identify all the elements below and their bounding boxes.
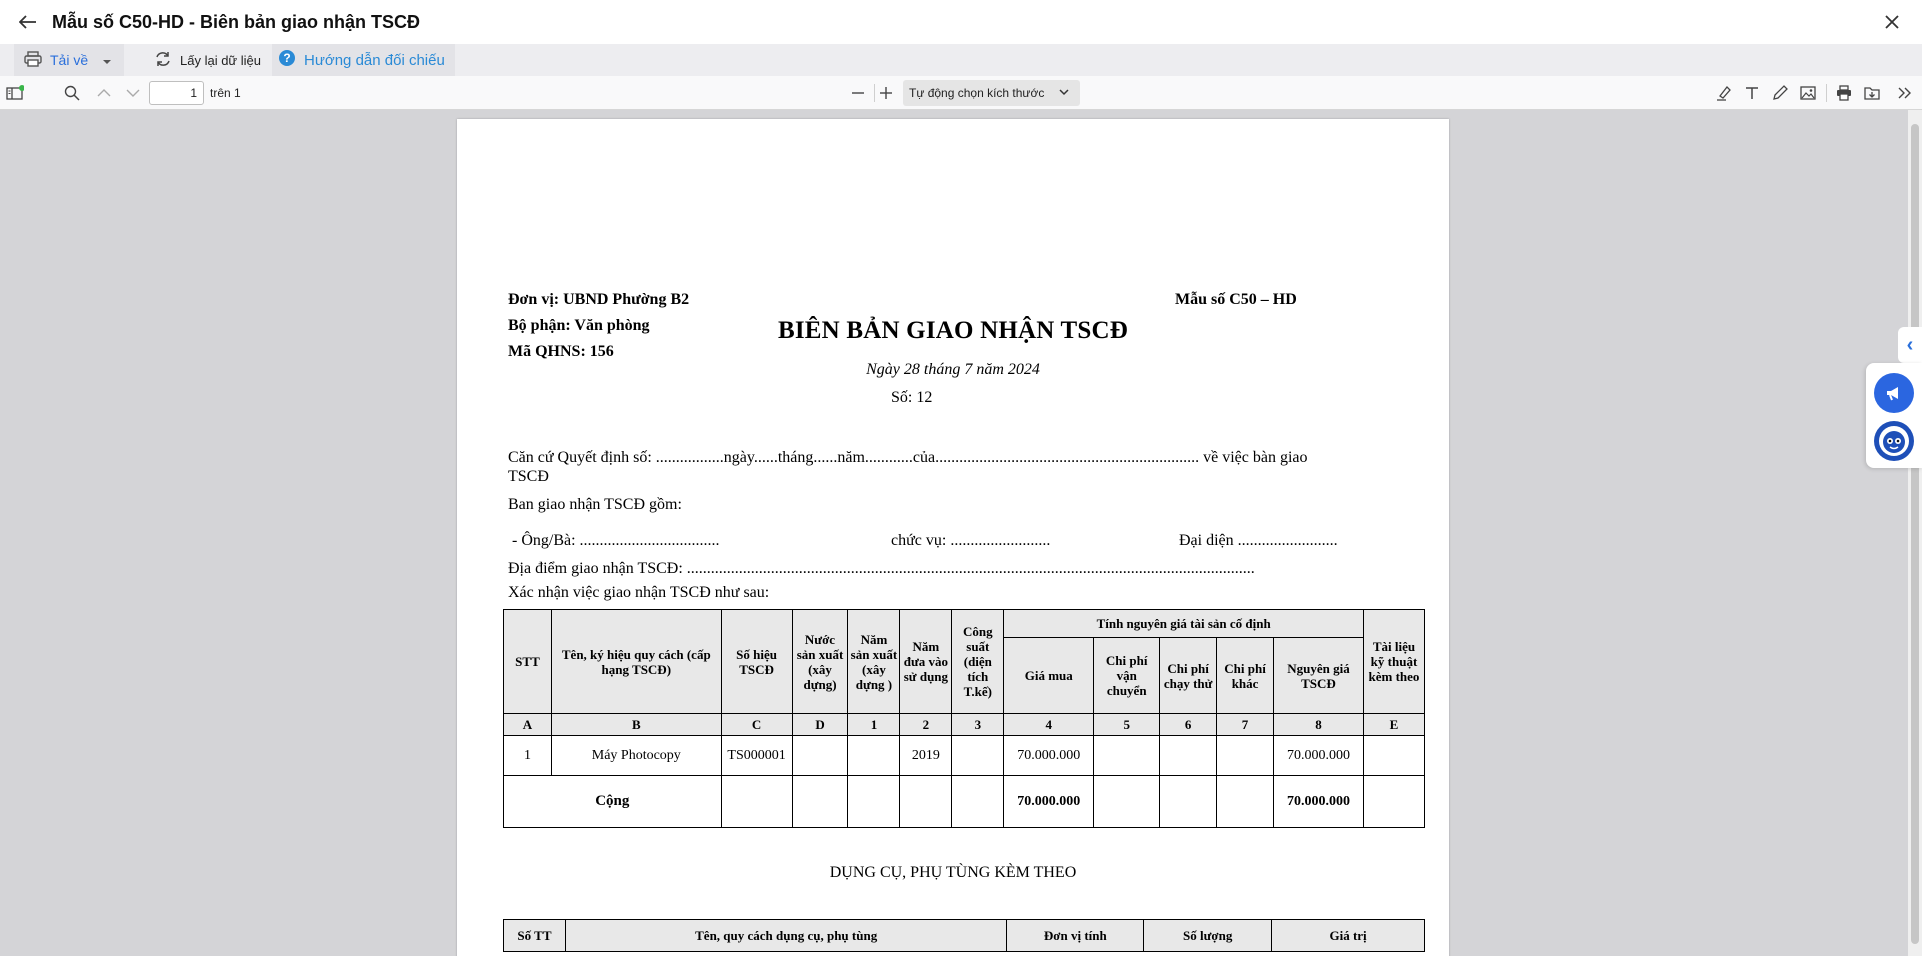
next-page-icon[interactable] [123, 83, 143, 103]
divider [1826, 84, 1827, 102]
document-number: Số: 12 [891, 389, 933, 406]
empty-cell [1217, 776, 1274, 828]
empty-cell [1094, 776, 1160, 828]
page-number-input[interactable]: 1 [149, 81, 204, 105]
th-year-use: Năm đưa vào sử dụng [900, 610, 952, 714]
col-letter: 1 [848, 714, 900, 736]
empty-cell [900, 776, 952, 828]
col-letter: 4 [1004, 714, 1094, 736]
col-letter: 7 [1217, 714, 1274, 736]
cell-docs [1363, 736, 1424, 776]
scrollbar-thumb[interactable] [1911, 124, 1919, 944]
th-country: Nước sản xuất (xây dựng) [792, 610, 848, 714]
text-icon[interactable] [1742, 83, 1762, 103]
table-header-row [504, 920, 1425, 952]
pdf-page [457, 119, 1449, 956]
image-icon[interactable] [1798, 83, 1818, 103]
empty-cell [1363, 776, 1424, 828]
cell-price: 70.000.000 [1004, 736, 1094, 776]
th-price: Giá mua [1004, 638, 1094, 714]
basis-line-cont: TSCĐ [508, 468, 549, 485]
total-original: 70.000.000 [1274, 776, 1364, 828]
th-code: Số hiệu TSCĐ [721, 610, 792, 714]
th-capacity: Công suất (diện tích T.kế) [952, 610, 1004, 714]
total-price: 70.000.000 [1004, 776, 1094, 828]
highlight-icon[interactable] [1714, 83, 1734, 103]
empty-cell [848, 776, 900, 828]
zoom-select[interactable] [903, 80, 1080, 106]
title-bar [0, 0, 1922, 44]
representative-line: Đại diện ......................... [1179, 532, 1338, 549]
col-letter: B [551, 714, 721, 736]
page-total-label: trên 1 [210, 86, 241, 100]
th-unit: Đơn vị tính [1007, 920, 1144, 952]
download-label: Tải về [50, 52, 89, 68]
reload-button[interactable] [142, 44, 272, 76]
col-letter: 5 [1094, 714, 1160, 736]
draw-icon[interactable] [1770, 83, 1790, 103]
download-button[interactable] [14, 44, 124, 76]
col-letter: 3 [952, 714, 1004, 736]
section-title: DỤNG CỤ, PHỤ TÙNG KÈM THEO [829, 864, 1077, 881]
total-label: Cộng [504, 776, 722, 828]
location-line: Địa điểm giao nhận TSCĐ: .............................................................................................................................................. [508, 560, 1255, 577]
vertical-scrollbar[interactable] [1908, 110, 1922, 956]
cell-other [1217, 736, 1274, 776]
cell-year-use: 2019 [900, 736, 952, 776]
table-total-row [504, 776, 1425, 828]
empty-cell [792, 776, 848, 828]
chevron-down-icon [1058, 86, 1070, 101]
cell-trial [1160, 736, 1217, 776]
help-icon [278, 49, 296, 71]
th-original: Nguyên giá TSCĐ [1274, 638, 1364, 714]
th-no: Số TT [504, 920, 566, 952]
svg-text:?: ? [283, 51, 291, 65]
th-trial: Chi phí chạy thử [1160, 638, 1217, 714]
col-letter: 6 [1160, 714, 1217, 736]
committee-label: Ban giao nhận TSCĐ gồm: [508, 496, 682, 513]
floating-tools-panel [1866, 363, 1922, 468]
guide-link[interactable] [272, 44, 455, 76]
col-letter: D [792, 714, 848, 736]
document-title: BIÊN BẢN GIAO NHẬN TSCĐ [777, 317, 1129, 344]
th-qty: Số lượng [1144, 920, 1272, 952]
th-name: Tên, ký hiệu quy cách (cấp hạng TSCĐ) [551, 610, 721, 714]
sidebar-toggle-icon[interactable] [5, 83, 25, 103]
zoom-select-value: Tự động chọn kích thước [909, 86, 1045, 100]
zoom-out-icon[interactable] [848, 83, 868, 103]
cell-country [792, 736, 848, 776]
divider [874, 84, 875, 102]
cell-stt: 1 [504, 736, 552, 776]
previous-page-icon[interactable] [94, 83, 114, 103]
pdf-toolbar [0, 76, 1922, 110]
save-icon[interactable] [1862, 83, 1882, 103]
unit-label: Đơn vị: UBND Phường B2 [508, 291, 690, 308]
printer-icon [24, 51, 42, 70]
th-year-made: Năm sản xuất (xây dựng ) [848, 610, 900, 714]
th-other: Chi phí khác [1217, 638, 1274, 714]
col-letter: 8 [1274, 714, 1364, 736]
col-letter: E [1363, 714, 1424, 736]
pdf-viewer[interactable] [0, 110, 1908, 956]
action-bar [0, 44, 1922, 76]
th-group: Tính nguyên giá tài sản cố định [1004, 610, 1364, 638]
empty-cell [721, 776, 792, 828]
person-line: - Ông/Bà: ................................... [512, 532, 720, 549]
department-label: Bộ phận: Văn phòng [508, 317, 650, 334]
collapse-panel-icon[interactable]: ‹ [1898, 327, 1922, 363]
reload-label: Lấy lại dữ liệu [180, 52, 261, 68]
refresh-icon [154, 51, 172, 70]
tools-table [503, 919, 1425, 952]
th-stt: STT [504, 610, 552, 714]
cell-year-made [848, 736, 900, 776]
th-transport: Chi phí vận chuyển [1094, 638, 1160, 714]
cell-transport [1094, 736, 1160, 776]
zoom-in-icon[interactable] [876, 83, 896, 103]
caret-down-icon[interactable] [102, 52, 112, 68]
col-letter: A [504, 714, 552, 736]
asset-table [503, 609, 1425, 828]
th-tool-name: Tên, quy cách dụng cụ, phụ tùng [565, 920, 1006, 952]
table-row [504, 736, 1425, 776]
empty-cell [1160, 776, 1217, 828]
form-code: Mẫu số C50 – HD [1175, 291, 1297, 308]
position-line: chức vụ: ......................... [891, 532, 1051, 549]
basis-line: Căn cứ Quyết định số: .................ngày......tháng......năm............của.................................................................. về việc bàn giao [508, 449, 1308, 466]
guide-label: Hướng dẫn đối chiếu [304, 51, 445, 69]
col-letter: C [721, 714, 792, 736]
print-icon[interactable] [1834, 83, 1854, 103]
table-header-row [504, 610, 1425, 638]
col-letter: 2 [900, 714, 952, 736]
search-icon[interactable] [62, 83, 82, 103]
cell-name: Máy Photocopy [551, 736, 721, 776]
cell-capacity [952, 736, 1004, 776]
table-letter-row [504, 714, 1425, 736]
cell-code: TS000001 [721, 736, 792, 776]
assistant-bot-icon[interactable] [1874, 421, 1914, 461]
document-date: Ngày 28 tháng 7 năm 2024 [866, 361, 1040, 378]
confirm-line: Xác nhận việc giao nhận TSCĐ như sau: [508, 584, 770, 601]
megaphone-icon[interactable] [1874, 373, 1914, 413]
window-title: Mẫu số C50-HD - Biên bản giao nhận TSCĐ [52, 12, 421, 32]
th-docs: Tài liệu kỹ thuật kèm theo [1363, 610, 1424, 714]
close-icon[interactable] [1880, 10, 1904, 34]
empty-cell [952, 776, 1004, 828]
cell-original: 70.000.000 [1274, 736, 1364, 776]
more-tools-icon[interactable] [1897, 83, 1913, 103]
back-icon[interactable] [16, 10, 40, 34]
th-value: Giá trị [1272, 920, 1425, 952]
qhns-label: Mã QHNS: 156 [508, 343, 614, 360]
